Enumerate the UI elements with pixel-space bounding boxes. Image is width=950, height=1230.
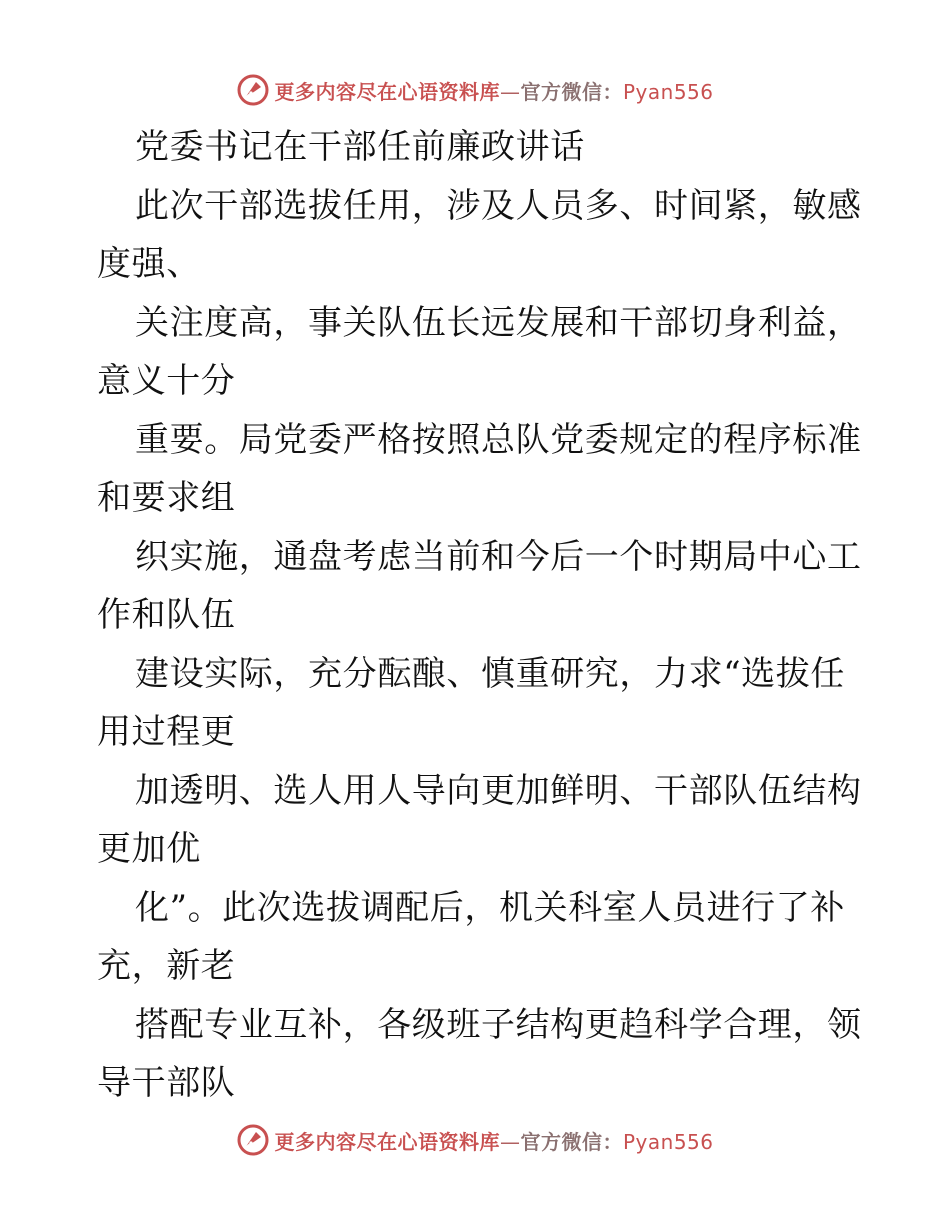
header-brand-text: 更多内容尽在心语资料库 bbox=[274, 79, 500, 104]
document-title: 党委书记在干部任前廉政讲话 bbox=[135, 127, 585, 167]
paragraph-line: 用过程更 bbox=[97, 712, 236, 752]
footer-watermark-banner bbox=[0, 1120, 950, 1160]
paragraph-line: 和要求组 bbox=[97, 478, 236, 518]
paragraph-line: 加透明、选人用人导向更加鲜明、干部队伍结构 bbox=[135, 770, 862, 811]
paragraph-line: 搭配专业互补，各级班子结构更趋科学合理，领 bbox=[135, 1004, 862, 1045]
header-contact-id: Pyan556 bbox=[622, 79, 714, 104]
paragraph-line: 建设实际，充分酝酿、慎重研究，力求“选拔任 bbox=[135, 653, 845, 694]
paragraph-line: 充，新老 bbox=[97, 946, 236, 986]
document-body bbox=[97, 118, 862, 1113]
header-contact-label: 官方微信： bbox=[520, 79, 623, 104]
paragraph-line: 重要。局党委严格按照总队党委规定的程序标准 bbox=[135, 419, 862, 460]
header-watermark-banner bbox=[0, 70, 950, 110]
paragraph-line: 意义十分 bbox=[97, 361, 236, 401]
paragraph-line: 度强、 bbox=[97, 244, 201, 284]
pen-nib-logo-icon bbox=[236, 1123, 270, 1157]
footer-dash: — bbox=[499, 1129, 521, 1154]
paragraph-line: 导干部队 bbox=[97, 1063, 236, 1103]
paragraph-line: 此次干部选拔任用，涉及人员多、时间紧，敏感 bbox=[135, 185, 862, 226]
footer-watermark-text bbox=[274, 1126, 713, 1155]
header-dash: — bbox=[499, 79, 521, 104]
paragraph-line: 更加优 bbox=[97, 829, 201, 869]
header-watermark-text bbox=[274, 76, 713, 105]
paragraph-line: 作和队伍 bbox=[97, 595, 236, 635]
footer-brand-text: 更多内容尽在心语资料库 bbox=[274, 1129, 500, 1154]
footer-contact-label: 官方微信： bbox=[520, 1129, 623, 1154]
paragraph-line: 关注度高，事关队伍长远发展和干部切身利益， bbox=[135, 302, 862, 343]
footer-contact-id: Pyan556 bbox=[622, 1129, 714, 1154]
paragraph-line: 化”。此次选拔调配后，机关科室人员进行了补 bbox=[135, 887, 845, 928]
pen-nib-logo-icon bbox=[236, 73, 270, 107]
paragraph-line: 织实施，通盘考虑当前和今后一个时期局中心工 bbox=[135, 536, 862, 577]
